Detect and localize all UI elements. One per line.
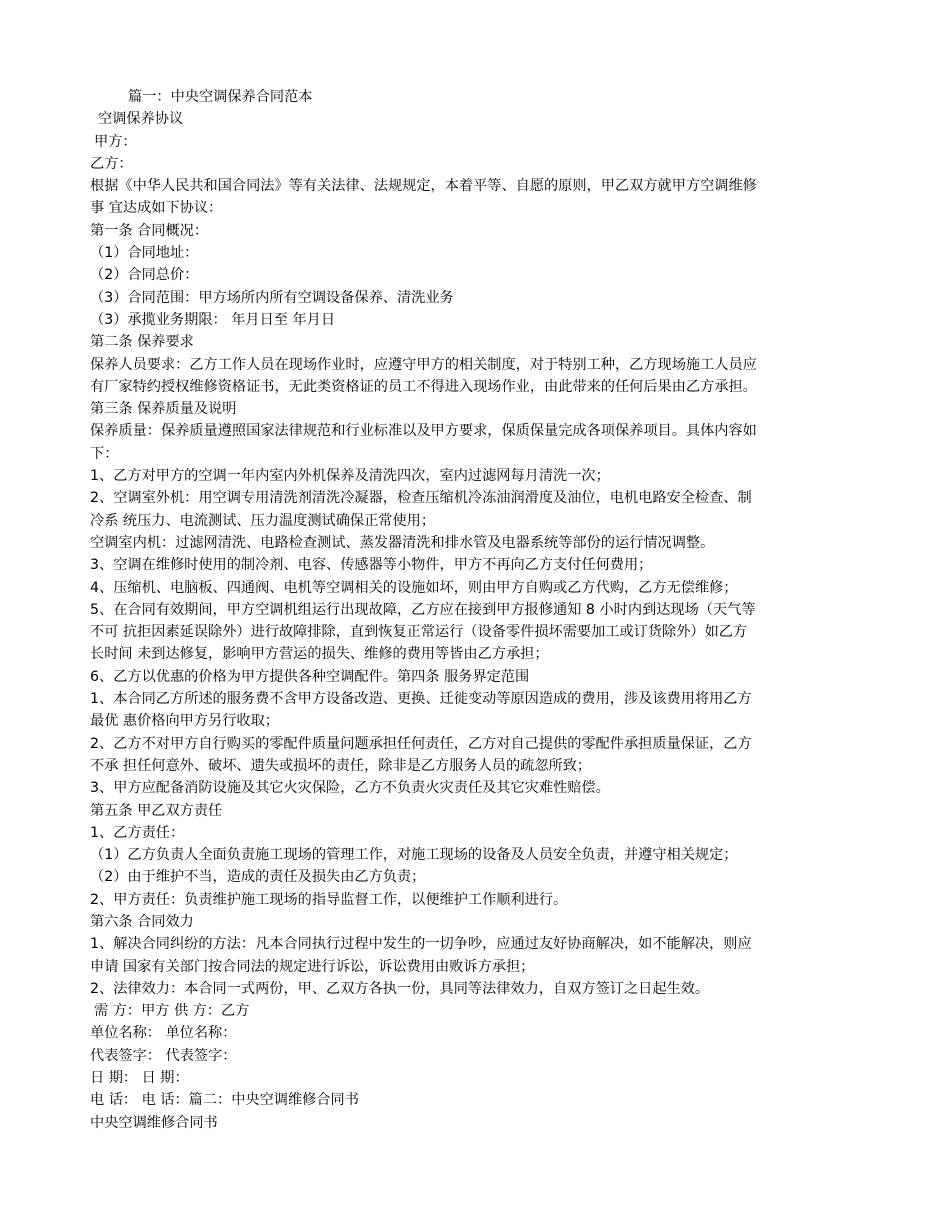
article-heading: 第一条 合同概况： bbox=[90, 222, 209, 239]
article-heading: 第三条 保养质量及说明 bbox=[90, 401, 237, 418]
text-line: 有厂家特约授权维修资格证书，无此类资格证的员工不得进入现场作业，由此带来的任何后果由乙方承担。 bbox=[90, 378, 757, 395]
signature-line: 代表签字： 代表签字： bbox=[90, 1047, 237, 1064]
text-line: 3、空调在维修时使用的制冷剂、电容、传感器等小物件，甲方不再向乙方支付任何费用； bbox=[90, 557, 653, 574]
text-line: 6、乙方以优惠的价格为甲方提供各种空调配件。第四条 服务界定范围 bbox=[90, 668, 530, 685]
text-line: （2）由于维护不当，造成的责任及损失由乙方负责； bbox=[90, 869, 426, 886]
text-line: 保养质量：保养质量遵照国家法律规范和行业标准以及甲方要求，保质保量完成各项保养项目。具体内容如 bbox=[90, 423, 757, 440]
text-line: 下： bbox=[90, 445, 119, 462]
text-line: 不可 抗拒因素延误除外）进行故障排除，直到恢复正常运行（设备零件损坏需要加工或订货除外）如乙方 bbox=[90, 624, 748, 641]
document-body bbox=[90, 86, 860, 1134]
text-line: 5、在合同有效期间，甲方空调机组运行出现故障，乙方应在接到甲方报修通知 8 小时内到达现场（天气等 bbox=[90, 601, 756, 618]
article-heading: 第五条 甲乙双方责任 bbox=[90, 802, 223, 819]
text-line: 2、法律效力：本合同一式两份，甲、乙双方各执一份，具同等法律效力，自双方签订之日起生效。 bbox=[90, 980, 710, 997]
text-line: 申请 国家有关部门按合同法的规定进行诉讼，诉讼费用由败诉方承担； bbox=[90, 958, 535, 975]
section-title: 篇一：中央空调保养合同范本 bbox=[128, 89, 313, 105]
party-a-line: 甲方： bbox=[94, 133, 137, 150]
text-line: 4、压缩机、电脑板、四通阀、电机等空调相关的设施如坏，则由甲方自购或乙方代购，乙方无偿维修； bbox=[90, 579, 738, 596]
text-line: 2、空调室外机：用空调专用清洗剂清洗冷凝器，检查压缩机冷冻油润滑度及油位，电机电路安全检查、制 bbox=[90, 490, 752, 507]
text-line: （3）承揽业务期限： 年月日至 年月日 bbox=[90, 311, 336, 328]
signature-line: 单位名称： 单位名称： bbox=[90, 1025, 237, 1042]
text-line: 不承 担任何意外、破坏、遗失或损坏的责任，除非是乙方服务人员的疏忽所致； bbox=[90, 757, 592, 774]
signature-line: 日 期： 日 期： bbox=[90, 1070, 189, 1087]
text-line: 3、甲方应配备消防设施及其它火灾保险，乙方不负责火灾责任及其它灾难性赔偿。 bbox=[90, 780, 610, 797]
text-line: 2、乙方不对甲方自行购买的零配件质量问题承担任何责任，乙方对自己提供的零配件承担质量保证，乙方 bbox=[90, 735, 752, 752]
text-line: 事 宜达成如下协议： bbox=[90, 200, 223, 217]
article-heading: 第二条 保养要求 bbox=[90, 334, 194, 351]
article-heading: 第六条 合同效力 bbox=[90, 913, 194, 930]
text-line: 2、甲方责任：负责维护施工现场的指导监督工作，以便维护工作顺利进行。 bbox=[90, 891, 568, 908]
text-line: 根据《中华人民共和国合同法》等有关法律、法规规定，本着平等、自愿的原则，甲乙双方就甲方空调维修 bbox=[90, 178, 757, 195]
section-title: 中央空调维修合同书 bbox=[90, 1114, 218, 1131]
party-b-line: 乙方： bbox=[90, 155, 133, 172]
text-line: 1、乙方责任： bbox=[90, 824, 185, 841]
signature-line: 需 方：甲方 供 方：乙方 bbox=[94, 1003, 250, 1020]
text-line: （3）合同范围：甲方场所内所有空调设备保养、清洗业务 bbox=[90, 289, 454, 306]
text-line: （1）合同地址： bbox=[90, 245, 199, 262]
text-line: 1、乙方对甲方的空调一年内室内外机保养及清洗四次，室内过滤网每月清洗一次； bbox=[90, 468, 610, 485]
text-line: 长时间 未到达修复，影响甲方营运的损失、维修的费用等皆由乙方承担； bbox=[90, 646, 549, 663]
text-line: 保养人员要求：乙方工作人员在现场作业时，应遵守甲方的相关制度，对于特别工种，乙方现场施工人员应 bbox=[90, 356, 757, 373]
text-line: 1、本合同乙方所述的服务费不含甲方设备改造、更换、迁徙变动等原因造成的费用，涉及该费用将用乙方 bbox=[90, 691, 752, 708]
text-line: 冷系 统压力、电流测试、压力温度测试确保正常使用； bbox=[90, 512, 436, 529]
text-line: （2）合同总价： bbox=[90, 267, 199, 284]
text-line: 空调室内机：过滤网清洗、电路检查测试、蒸发器清洗和排水管及电器系统等部份的运行情况调整。 bbox=[90, 534, 715, 551]
text-line: （1）乙方负责人全面负责施工现场的管理工作，对施工现场的设备及人员安全负责，并遵守相关规定； bbox=[90, 847, 738, 864]
signature-line: 电 话： 电 话：篇二：中央空调维修合同书 bbox=[90, 1092, 359, 1109]
text-line: 最优 惠价格向甲方另行收取； bbox=[90, 713, 279, 730]
agreement-title: 空调保养协议 bbox=[98, 111, 184, 128]
text-line: 1、解决合同纠纷的方法：凡本合同执行过程中发生的一切争吵，应通过友好协商解决，如不能解决，则应 bbox=[90, 936, 752, 953]
